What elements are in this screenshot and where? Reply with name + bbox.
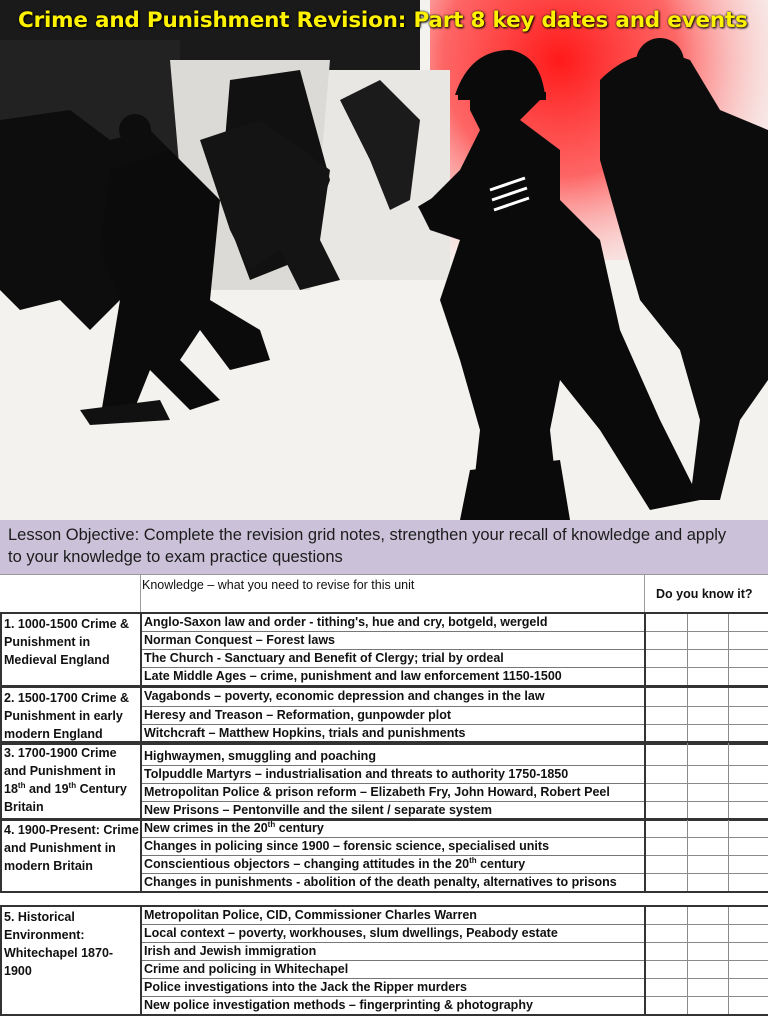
section-early-modern <box>0 686 768 745</box>
checkbox-cell[interactable] <box>728 961 768 979</box>
checkbox-cell[interactable] <box>728 943 768 961</box>
period-text: Century Britain <box>4 782 127 814</box>
checkbox-cell[interactable] <box>728 766 768 784</box>
period-text: and 19 <box>25 782 69 796</box>
checkbox-cell[interactable] <box>728 979 768 997</box>
header-top-rule <box>0 574 768 575</box>
checkbox-cell[interactable] <box>687 979 728 997</box>
superscript: th <box>267 819 276 829</box>
topic-cell: Anglo-Saxon law and order - tithing's, hue and cry, botgeld, wergeld <box>141 613 645 632</box>
topic-cell <box>141 819 645 838</box>
checkbox-cell[interactable] <box>645 943 687 961</box>
checkbox-cell[interactable] <box>645 979 687 997</box>
topic-text: century <box>275 821 324 835</box>
checkbox-cell[interactable] <box>687 997 728 1016</box>
topic-cell: Irish and Jewish immigration <box>141 943 645 961</box>
checkbox-cell[interactable] <box>645 838 687 856</box>
topic-cell: Police investigations into the Jack the Ripper murders <box>141 979 645 997</box>
objective-line-1: Lesson Objective: Complete the revision grid notes, strengthen your recall of knowledge and apply <box>8 526 727 544</box>
checkbox-cell[interactable] <box>728 650 768 668</box>
header-divider <box>140 574 141 612</box>
topic-cell: Changes in punishments - abolition of the death penalty, alternatives to prisons <box>141 874 645 893</box>
topic-cell: The Church - Sanctuary and Benefit of Clergy; trial by ordeal <box>141 650 645 668</box>
period-label: 1. 1000-1500 Crime & Punishment in Medieval England <box>1 613 141 686</box>
checkbox-cell[interactable] <box>645 997 687 1016</box>
topic-cell: Changes in policing since 1900 – forensic science, specialised units <box>141 838 645 856</box>
checkbox-cell[interactable] <box>687 943 728 961</box>
checkbox-cell[interactable] <box>645 613 687 632</box>
checkbox-cell[interactable] <box>645 632 687 650</box>
checkbox-cell[interactable] <box>645 856 687 874</box>
checkbox-cell[interactable] <box>728 742 768 766</box>
topic-cell: Metropolitan Police & prison reform – Elizabeth Fry, John Howard, Robert Peel <box>141 784 645 802</box>
table-row <box>1 742 768 766</box>
section-medieval <box>0 612 768 687</box>
confidence-column-header: Do you know it? <box>656 587 753 601</box>
checkbox-cell[interactable] <box>728 997 768 1016</box>
table-row <box>1 613 768 632</box>
superscript: th <box>17 780 26 790</box>
checkbox-cell[interactable] <box>728 632 768 650</box>
checkbox-cell[interactable] <box>687 874 728 893</box>
section-modern <box>0 818 768 893</box>
checkbox-cell[interactable] <box>645 874 687 893</box>
checkbox-cell[interactable] <box>687 668 728 687</box>
checkbox-cell[interactable] <box>645 819 687 838</box>
table-row <box>1 687 768 706</box>
topic-cell: Witchcraft – Matthew Hopkins, trials and punishments <box>141 725 645 744</box>
checkbox-cell[interactable] <box>728 706 768 725</box>
checkbox-cell[interactable] <box>728 838 768 856</box>
topic-cell: Heresy and Treason – Reformation, gunpowder plot <box>141 706 645 725</box>
checkbox-cell[interactable] <box>645 742 687 766</box>
checkbox-cell[interactable] <box>645 784 687 802</box>
topic-cell: Tolpuddle Martyrs – industrialisation and threats to authority 1750-1850 <box>141 766 645 784</box>
checkbox-cell[interactable] <box>728 856 768 874</box>
superscript: th <box>469 855 477 865</box>
topic-cell: Vagabonds – poverty, economic depression and changes in the law <box>141 687 645 706</box>
checkbox-cell[interactable] <box>645 766 687 784</box>
lesson-objective <box>0 520 768 574</box>
checkbox-cell[interactable] <box>728 925 768 943</box>
checkbox-cell[interactable] <box>687 766 728 784</box>
checkbox-cell[interactable] <box>687 650 728 668</box>
superscript: th <box>68 780 77 790</box>
period-text: 3. 1700-1900 Crime and Punishment in 18 <box>4 746 117 796</box>
checkbox-cell[interactable] <box>645 668 687 687</box>
topic-cell: Crime and policing in Whitechapel <box>141 961 645 979</box>
revision-grid <box>0 574 768 1024</box>
section-whitechapel <box>0 905 768 1016</box>
period-label: 2. 1500-1700 Crime & Punishment in early modern England <box>1 687 141 744</box>
topic-cell: Late Middle Ages – crime, punishment and law enforcement 1150-1500 <box>141 668 645 687</box>
checkbox-cell[interactable] <box>728 668 768 687</box>
checkbox-cell[interactable] <box>687 838 728 856</box>
checkbox-cell[interactable] <box>645 706 687 725</box>
checkbox-cell[interactable] <box>645 961 687 979</box>
checkbox-cell[interactable] <box>645 925 687 943</box>
topic-cell: New Prisons – Pentonville and the silent / separate system <box>141 802 645 821</box>
checkbox-cell[interactable] <box>728 874 768 893</box>
page-title: Crime and Punishment Revision: Part 8 key dates and events <box>18 8 748 33</box>
checkbox-cell[interactable] <box>728 784 768 802</box>
period-label <box>1 742 141 820</box>
checkbox-cell[interactable] <box>687 632 728 650</box>
checkbox-cell[interactable] <box>645 687 687 706</box>
topic-cell: Local context – poverty, workhouses, slum dwellings, Peabody estate <box>141 925 645 943</box>
topic-cell: Metropolitan Police, CID, Commissioner Charles Warren <box>141 906 645 925</box>
checkbox-cell[interactable] <box>687 856 728 874</box>
period-label: 4. 1900-Present: Crime and Punishment in modern Britain <box>1 819 141 892</box>
checkbox-cell[interactable] <box>687 784 728 802</box>
checkbox-cell[interactable] <box>687 742 728 766</box>
topic-cell <box>141 856 645 874</box>
checkbox-cell[interactable] <box>687 706 728 725</box>
objective-line-2: to your knowledge to exam practice questions <box>8 548 343 566</box>
checkbox-cell[interactable] <box>687 961 728 979</box>
checkbox-cell[interactable] <box>728 613 768 632</box>
topic-text: New crimes in the 20 <box>144 821 268 835</box>
table-row <box>1 819 768 838</box>
checkbox-cell[interactable] <box>645 650 687 668</box>
checkbox-cell[interactable] <box>728 819 768 838</box>
checkbox-cell[interactable] <box>687 906 728 925</box>
period-label: 5. Historical Environment: Whitechapel 1870-1900 <box>1 906 141 1015</box>
table-row <box>1 906 768 925</box>
topic-text: Conscientious objectors – changing attitudes in the 20 <box>144 857 470 871</box>
checkbox-cell[interactable] <box>687 925 728 943</box>
section-industrial <box>0 741 768 821</box>
knowledge-column-header: Knowledge – what you need to revise for this unit <box>142 578 415 592</box>
checkbox-cell[interactable] <box>645 906 687 925</box>
topic-text: century <box>476 857 526 871</box>
header-divider <box>644 574 645 612</box>
checkbox-cell[interactable] <box>687 613 728 632</box>
topic-cell: Highwaymen, smuggling and poaching <box>141 742 645 766</box>
checkbox-cell[interactable] <box>687 687 728 706</box>
checkbox-cell[interactable] <box>728 906 768 925</box>
checkbox-cell[interactable] <box>687 819 728 838</box>
checkbox-cell[interactable] <box>728 687 768 706</box>
topic-cell: Norman Conquest – Forest laws <box>141 632 645 650</box>
topic-cell: New police investigation methods – fingerprinting & photography <box>141 997 645 1016</box>
